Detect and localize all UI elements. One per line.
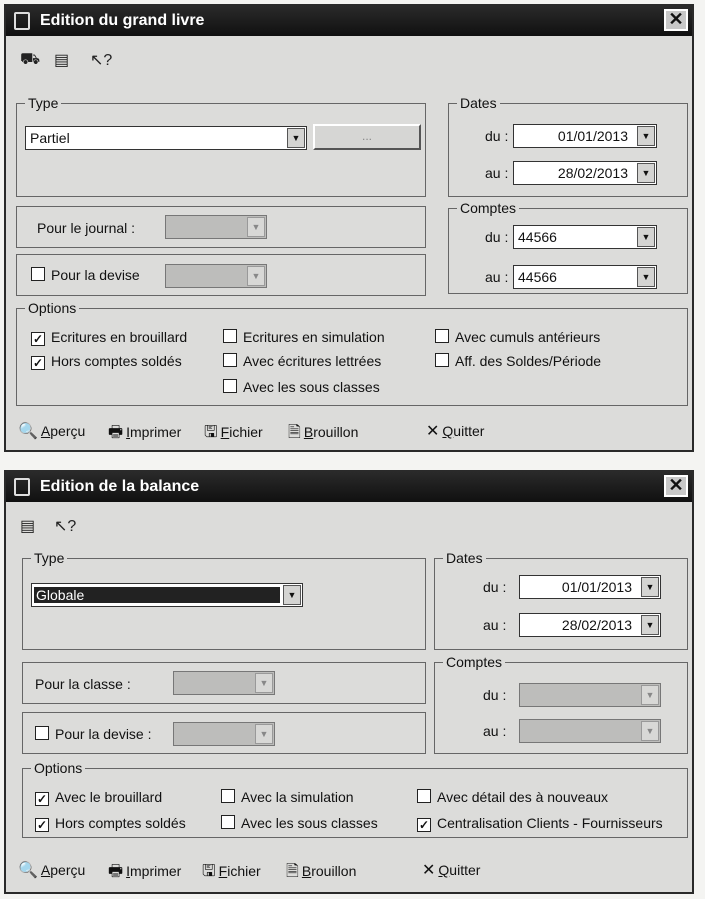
balance-window — [4, 470, 694, 894]
draft-icon: 🗎 — [286, 863, 299, 880]
checkbox-box[interactable] — [223, 379, 237, 393]
close-icon: ✕ — [668, 9, 684, 29]
option-checkbox[interactable] — [223, 379, 380, 395]
devise-select[interactable] — [165, 264, 267, 288]
checkbox-box[interactable] — [223, 353, 237, 367]
classe-label: Pour la classe : — [35, 676, 131, 692]
option-label: Hors comptes soldés — [55, 815, 186, 831]
classe-select[interactable] — [173, 671, 275, 695]
option-label: Ecritures en simulation — [243, 329, 385, 345]
options-legend: Options — [25, 300, 79, 316]
date-from-select[interactable] — [513, 124, 657, 148]
compte-to-value: 44566 — [518, 269, 557, 285]
compte-from-select[interactable] — [513, 225, 657, 249]
fichier-button[interactable]: 🖫 Fichier — [202, 863, 261, 880]
preview-icon: 🔍 — [18, 423, 38, 440]
imprimer-button[interactable]: 🖶 Imprimer — [108, 424, 182, 441]
compte-to-select[interactable] — [519, 719, 661, 743]
date-to-select[interactable] — [519, 613, 661, 637]
option-checkbox[interactable] — [435, 353, 601, 369]
option-label: Hors comptes soldés — [51, 353, 182, 369]
type-value: Globale — [34, 587, 280, 603]
close-button[interactable] — [664, 9, 688, 31]
compte-from-value: 44566 — [518, 229, 557, 245]
type-select[interactable] — [31, 583, 303, 607]
date-from-label: du : — [485, 128, 509, 144]
apercu-label: perçu — [50, 423, 86, 439]
grand-livre-window — [4, 4, 694, 452]
options-legend: Options — [31, 760, 85, 776]
brouillon-label: rouillon — [311, 863, 357, 879]
dates-legend: Dates — [457, 95, 500, 111]
devise-label: Pour la devise : — [55, 726, 152, 742]
option-checkbox[interactable] — [221, 789, 354, 805]
type-group — [16, 95, 426, 197]
apercu-button[interactable]: 🔍 Aperçu — [18, 423, 86, 440]
option-checkbox[interactable] — [223, 329, 385, 345]
chevron-down-icon[interactable]: ▼ — [247, 266, 265, 286]
chevron-down-icon[interactable]: ▼ — [641, 721, 659, 741]
option-label: Avec écritures lettrées — [243, 353, 382, 369]
option-checkbox[interactable] — [417, 789, 608, 805]
close-icon: ✕ — [426, 423, 440, 440]
help-icon[interactable]: ↖? — [90, 52, 113, 69]
journal-select[interactable] — [165, 215, 267, 239]
checkbox-box[interactable]: ✓ — [32, 332, 44, 346]
setup-icon[interactable]: ⛟ — [20, 51, 41, 68]
date-to-value: 28/02/2013 — [561, 617, 632, 633]
option-label: Avec les sous classes — [241, 815, 378, 831]
option-checkbox[interactable] — [221, 815, 378, 831]
dates-legend: Dates — [443, 550, 486, 566]
printer-icon: 🖶 — [108, 424, 124, 441]
draft-icon: 🗎 — [288, 424, 301, 441]
imprimer-label: mprimer — [130, 424, 182, 440]
journal-group — [16, 206, 426, 248]
quitter-label: uitter — [449, 862, 481, 878]
document-icon[interactable]: ▤ — [20, 518, 36, 535]
checkbox-box[interactable] — [417, 789, 431, 803]
chevron-down-icon[interactable]: ▼ — [255, 673, 273, 693]
printer-icon: 🖶 — [108, 863, 124, 880]
checkbox-box[interactable]: ✓ — [36, 792, 48, 806]
option-label: Avec détail des à nouveaux — [437, 789, 608, 805]
chevron-down-icon[interactable]: ▼ — [287, 128, 305, 148]
devise-checkbox[interactable] — [35, 726, 152, 742]
comptes-group — [434, 654, 688, 754]
brouillon-label: rouillon — [313, 424, 359, 440]
chevron-down-icon[interactable]: ▼ — [283, 585, 301, 605]
option-checkbox[interactable] — [435, 329, 600, 345]
help-icon[interactable]: ↖? — [54, 518, 77, 535]
checkbox-box[interactable]: ✓ — [418, 818, 430, 832]
browse-button[interactable]: ... — [313, 124, 421, 150]
chevron-down-icon[interactable]: ▼ — [641, 685, 659, 705]
chevron-down-icon[interactable]: ▼ — [637, 163, 655, 183]
date-from-select[interactable] — [519, 575, 661, 599]
document-icon[interactable]: ▤ — [54, 52, 70, 69]
apercu-button[interactable]: 🔍 Aperçu — [18, 862, 86, 879]
option-checkbox[interactable] — [223, 353, 381, 369]
option-checkbox[interactable] — [31, 329, 187, 346]
devise-select[interactable] — [173, 722, 275, 746]
dates-group — [448, 95, 688, 197]
compte-to-label: au : — [483, 723, 507, 739]
compte-to-label: au : — [485, 269, 509, 285]
option-checkbox[interactable] — [35, 789, 162, 806]
save-icon: 🖫 — [202, 863, 216, 880]
chevron-down-icon[interactable]: ▼ — [255, 724, 273, 744]
comptes-legend: Comptes — [457, 200, 519, 216]
checkbox-box[interactable]: ✓ — [32, 356, 44, 370]
type-group — [22, 550, 426, 650]
apercu-label: perçu — [50, 862, 86, 878]
dates-group — [434, 550, 688, 650]
chevron-down-icon[interactable]: ▼ — [637, 126, 655, 146]
option-label: Aff. des Soldes/Période — [455, 353, 602, 369]
option-checkbox[interactable] — [35, 815, 186, 832]
preview-icon: 🔍 — [18, 862, 38, 879]
chevron-down-icon[interactable]: ▼ — [637, 227, 655, 247]
journal-label: Pour le journal : — [37, 220, 136, 236]
compte-to-select[interactable] — [513, 265, 657, 289]
date-to-value: 28/02/2013 — [557, 165, 628, 181]
quitter-button[interactable]: ✕ Quitter — [426, 423, 485, 440]
date-to-label: au : — [483, 617, 507, 633]
option-label: Ecritures en brouillard — [51, 329, 188, 345]
close-icon: ✕ — [668, 475, 684, 495]
devise-group — [22, 712, 426, 754]
date-from-value: 01/01/2013 — [561, 579, 632, 595]
brouillon-button[interactable]: 🗎 Brouillon — [288, 424, 359, 441]
quitter-label: uitter — [453, 423, 485, 439]
date-from-value: 01/01/2013 — [557, 128, 628, 144]
chevron-down-icon[interactable]: ▼ — [641, 615, 659, 635]
devise-label: Pour la devise — [51, 267, 140, 283]
app-icon — [14, 478, 30, 496]
window-title: Edition du grand livre — [40, 12, 205, 29]
type-value: Partiel — [30, 130, 70, 146]
chevron-down-icon[interactable]: ▼ — [247, 217, 265, 237]
checkbox-box[interactable]: ✓ — [36, 818, 48, 832]
type-legend: Type — [31, 550, 67, 566]
classe-group — [22, 662, 426, 704]
fichier-label: ichier — [229, 424, 263, 440]
checkbox-box[interactable] — [221, 789, 235, 803]
date-from-label: du : — [483, 579, 507, 595]
checkbox-box[interactable] — [435, 353, 449, 367]
chevron-down-icon[interactable]: ▼ — [641, 577, 659, 597]
close-button[interactable] — [664, 475, 688, 497]
type-select[interactable] — [25, 126, 307, 150]
fichier-label: ichier — [227, 863, 261, 879]
option-checkbox[interactable] — [417, 815, 663, 832]
options-group — [16, 300, 688, 406]
comptes-group — [448, 200, 688, 294]
option-label: Avec le brouillard — [55, 789, 163, 805]
option-label: Avec les sous classes — [243, 379, 380, 395]
compte-from-label: du : — [485, 229, 509, 245]
window-title: Edition de la balance — [40, 478, 200, 495]
checkbox-box[interactable] — [221, 815, 235, 829]
brouillon-button[interactable]: 🗎 Brouillon — [286, 863, 357, 880]
checkbox-box[interactable] — [35, 726, 49, 740]
checkbox-box[interactable] — [223, 329, 237, 343]
title-bar — [6, 6, 692, 36]
close-icon: ✕ — [422, 862, 436, 879]
imprimer-button[interactable]: 🖶 Imprimer — [108, 863, 182, 880]
option-label: Centralisation Clients - Fournisseurs — [437, 815, 663, 831]
date-to-select[interactable] — [513, 161, 657, 185]
option-label: Avec la simulation — [241, 789, 354, 805]
imprimer-label: mprimer — [130, 863, 182, 879]
compte-from-label: du : — [483, 687, 507, 703]
options-group — [22, 760, 688, 838]
quitter-button[interactable]: ✕ Quitter — [422, 862, 481, 879]
save-icon: 🖫 — [204, 424, 218, 441]
option-checkbox[interactable] — [31, 353, 182, 370]
chevron-down-icon[interactable]: ▼ — [637, 267, 655, 287]
app-icon — [14, 12, 30, 30]
devise-group — [16, 254, 426, 296]
title-bar — [6, 472, 692, 502]
comptes-legend: Comptes — [443, 654, 505, 670]
checkbox-box[interactable] — [31, 267, 45, 281]
devise-checkbox[interactable] — [31, 267, 140, 283]
option-label: Avec cumuls antérieurs — [455, 329, 601, 345]
date-to-label: au : — [485, 165, 509, 181]
type-legend: Type — [25, 95, 61, 111]
fichier-button[interactable]: 🖫 Fichier — [204, 424, 263, 441]
compte-from-select[interactable] — [519, 683, 661, 707]
checkbox-box[interactable] — [435, 329, 449, 343]
